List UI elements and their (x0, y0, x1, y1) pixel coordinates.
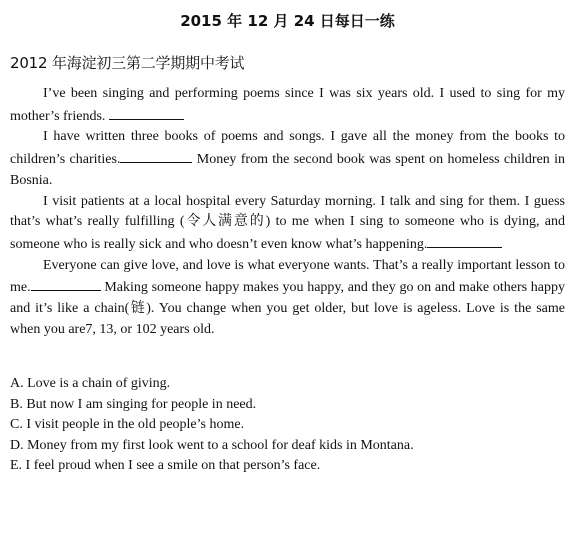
answer-blank-3 (427, 233, 502, 248)
option-c: C. I visit people in the old people’s home. (10, 417, 245, 433)
paragraph-2-text-a: I have written three books of poems and songs. I gave all the money from the books to children’s charities. (10, 129, 565, 168)
answer-blank-2 (120, 148, 192, 163)
paragraph-4 (10, 256, 565, 341)
option-e: E. I feel proud when I see a smile on that person’s face. (10, 458, 321, 474)
paragraph-1-text-a: I’ve been singing and performing poems since I was six years old. I used to sing for my mother’s friends. (10, 86, 565, 124)
paragraph-2-text-b: Money from the second book was spent on homeless children in Bosnia. (10, 152, 565, 188)
option-a: A. Love is a chain of giving. (10, 376, 171, 391)
option-b: B. But now I am singing for people in need. (10, 396, 257, 412)
page-title: 2015 年 12 月 24 日每日一练 (180, 12, 395, 30)
paragraph-3 (10, 192, 565, 256)
paragraph-1 (10, 84, 565, 127)
paragraph-2 (10, 127, 565, 191)
paragraph-3-text-a: I visit patients at a local hospital every Saturday morning. I talk and sing for them. I guess that’s what’s really fulfilling (令人满意的) to me when I sing to someone who is dying, and someone who is really sick and who doesn’t even know what’s happening. (10, 193, 565, 252)
answer-options (10, 374, 565, 477)
paragraph-4-text-a: Everyone can give love, and love is what everyone wants. That’s a really important lesson to me. (10, 257, 565, 296)
exam-subtitle: 2012 年海淀初三第二学期期中考试 (10, 54, 245, 72)
answer-blank-4 (31, 276, 101, 291)
option-d: D. Money from my first look went to a school for deaf kids in Montana. (10, 437, 414, 453)
paragraph-4-text-b: Making someone happy makes you happy, and they go on and make others happy and it’s like a chain(链). You change when you get older, but love is ageless. Love is the same when you are7, 13, or 102 years old. (10, 280, 565, 337)
reading-passage (10, 84, 565, 340)
answer-blank-1 (109, 105, 184, 120)
